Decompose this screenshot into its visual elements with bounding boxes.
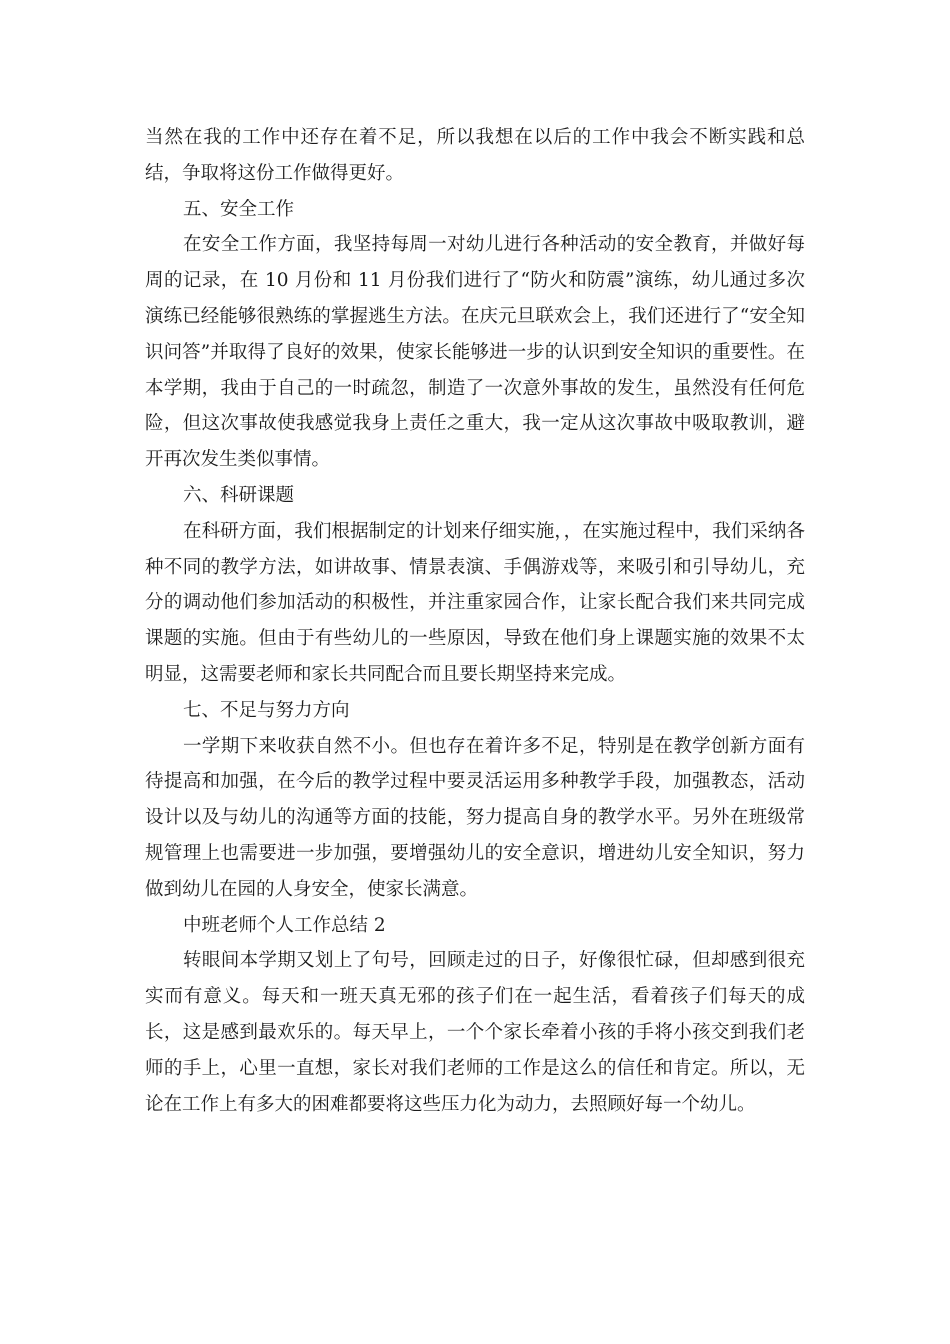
paragraph-shortcomings: 一学期下来收获自然不小。但也存在着许多不足，特别是在教学创新方面有待提高和加强，在今后的教学过程中要灵活运用多种教学手段，加强教态，活动设计以及与幼儿的沟通等方面的技能，努力提高自身的教学水平。另外在班级常规管理上也需要进一步加强，要增强幼儿的安全意识，增进幼儿安全知识，努力做到幼儿在园的人身安全，使家长满意。 bbox=[145, 735, 805, 900]
paragraph-safety: 在安全工作方面，我坚持每周一对幼儿进行各种活动的安全教育，并做好每周的记录，在 10 月份和 11 月份我们进行了“防火和防震”演练，幼儿通过多次演练已经能够很熟练的掌握逃生方法。在庆元旦联欢会上，我们还进行了“安全知识问答”并取得了良好的效果，使家长能够进一步的认识到安全知识的重要性。在本学期，我由于自己的一时疏忽，制造了一次意外事故的发生，虽然没有任何危险，但这次事故使我感觉我身上责任之重大，我一定从这次事故中吸取教训，避开再次发生类似事情。 bbox=[145, 234, 805, 471]
section-heading-shortcomings: 七、不足与努力方向 bbox=[183, 699, 350, 721]
paragraph-summary-2: 转眼间本学期又划上了句号，回顾走过的日子，好像很忙碌，但却感到很充实而有意义。每天和一班天真无邪的孩子们在一起生活，看着孩子们每天的成长，这是感到最欢乐的。每天早上，一个个家长牵着小孩的手将小孩交到我们老师的手上，心里一直想，家长对我们老师的工作是这么的信任和肯定。所以，无论在工作上有多大的困难都要将这些压力化为动力，去照顾好每一个幼儿。 bbox=[145, 950, 805, 1115]
section-heading-research: 六、科研课题 bbox=[183, 484, 295, 506]
section-heading-safety: 五、安全工作 bbox=[183, 198, 295, 220]
paragraph-research: 在科研方面，我们根据制定的计划来仔细实施，，在实施过程中，我们采纳各种不同的教学方法，如讲故事、情景表演、手偶游戏等，来吸引和引导幼儿，充分的调动他们参加活动的积极性，并注重家园合作，让家长配合我们来共同完成课题的实施。但由于有些幼儿的一些原因，导致在他们身上课题实施的效果不太明显，这需要老师和家长共同配合而且要长期坚持来完成。 bbox=[145, 520, 805, 685]
document-body bbox=[145, 120, 805, 1122]
paragraph-conclusion: 当然在我的工作中还存在着不足，所以我想在以后的工作中我会不断实践和总结，争取将这份工作做得更好。 bbox=[145, 127, 805, 184]
section-heading-summary-2: 中班老师个人工作总结 2 bbox=[183, 914, 386, 936]
